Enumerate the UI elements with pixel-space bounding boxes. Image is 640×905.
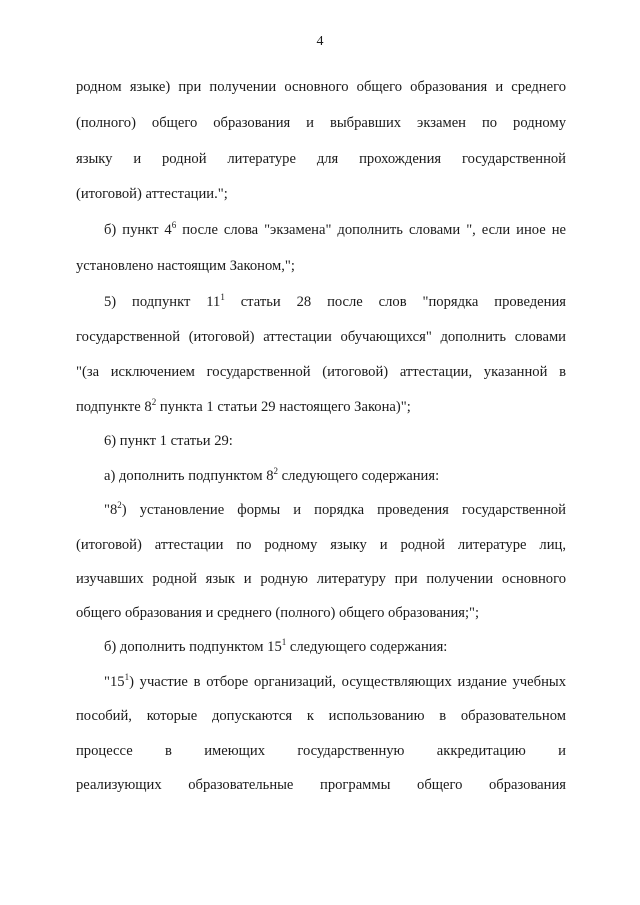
text-line: (итоговой) аттестации по родному языку и родной литературе лиц, [76, 537, 566, 553]
text-line: общего образования и среднего (полного) общего образования;"; [76, 605, 480, 621]
text-line: языку и родной литературе для прохождения государственной [76, 151, 566, 167]
text-line: "(за исключением государственной (итоговой) аттестации, указанной в [76, 364, 566, 380]
text-span: статьи 28 после слов "порядка проведения [224, 294, 566, 310]
text-line [104, 220, 566, 240]
superscript: 2 [273, 466, 279, 477]
text-span: б) пункт 4 [104, 222, 172, 238]
text-span: после слова "экзамена" дополнить словами ", если иное не [176, 222, 566, 238]
text-line: (итоговой) аттестации."; [76, 186, 228, 202]
text-span: пункта 1 статьи 29 настоящего Закона)"; [156, 399, 411, 415]
text-line: процессе в имеющих государственную аккредитацию и [76, 743, 566, 759]
text-span: б) дополнить подпунктом 15 [104, 639, 282, 655]
text-line [76, 397, 566, 417]
text-span: подпункте 8 [76, 399, 152, 415]
text-span: 5) подпункт 11 [104, 294, 221, 310]
superscript: 1 [281, 637, 287, 648]
superscript: 6 [171, 220, 177, 231]
text-line [104, 292, 566, 312]
superscript: 1 [124, 672, 130, 683]
text-line [104, 466, 566, 486]
text-line [104, 637, 566, 657]
text-line [104, 500, 566, 520]
text-line: государственной (итоговой) аттестации обучающихся" дополнить словами [76, 329, 566, 345]
text-line: (полного) общего образования и выбравших экзамен по родному [76, 115, 566, 131]
superscript: 1 [220, 292, 225, 303]
text-line: изучавших родной язык и родную литературу при получении основного [76, 571, 566, 587]
text-line: реализующих образовательные программы общего образования [76, 777, 566, 793]
text-span: "8 [104, 502, 118, 518]
text-line: установлено настоящим Законом,"; [76, 258, 295, 274]
text-span: "15 [104, 674, 125, 690]
text-span: следующего содержания: [286, 639, 448, 655]
text-line [104, 672, 566, 692]
page-number: 4 [316, 34, 324, 49]
text-line: родном языке) при получении основного общего образования и среднего [76, 79, 566, 95]
superscript: 2 [151, 397, 157, 408]
text-span: следующего содержания: [278, 468, 440, 484]
text-span: ) установление формы и порядка проведения государственной [121, 502, 566, 518]
text-span: а) дополнить подпунктом 8 [104, 468, 274, 484]
text-line: 6) пункт 1 статьи 29: [104, 433, 233, 449]
superscript: 2 [117, 500, 122, 511]
text-span: ) участие в отборе организаций, осуществляющих издание учебных [129, 674, 566, 690]
text-line: пособий, которые допускаются к использованию в образовательном [76, 708, 566, 724]
